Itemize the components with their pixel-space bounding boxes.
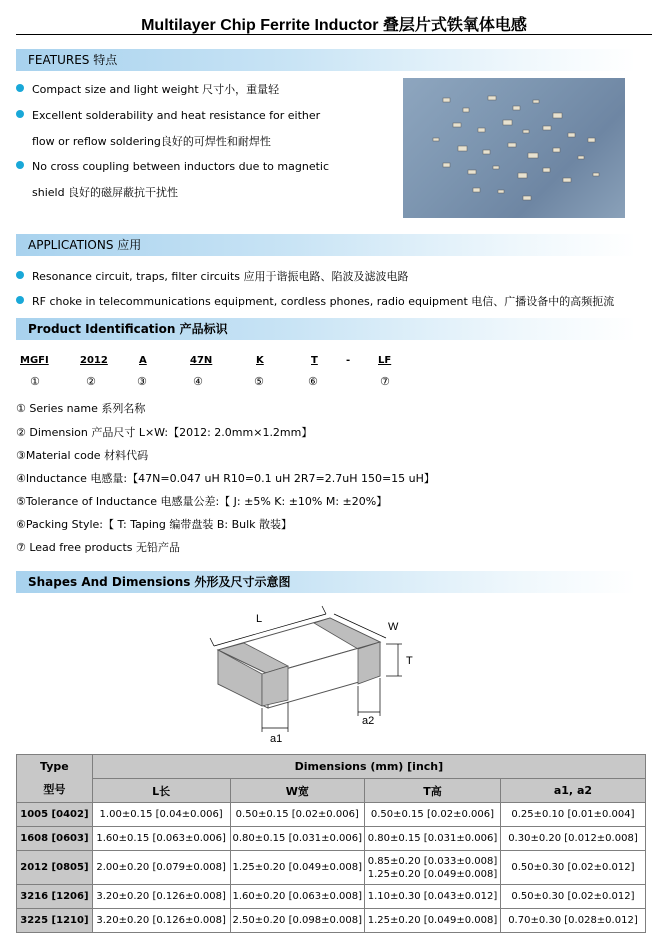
pn-code-inductance: 47N — [190, 355, 213, 366]
pn-marker: ④ — [193, 375, 203, 388]
table-row: 2012 [0805] 2.00±0.20 [0.079±0.008] 1.25±0.20 [0.049±0.008] 0.85±0.20 [0.033±0.008] 1.25±0.20 [0.049±0.008] 0.50±0.30 [0.02±0.012] — [17, 851, 646, 885]
pn-marker: ③ — [137, 375, 147, 388]
pn-code-tolerance: K — [256, 355, 264, 366]
feature-item: Excellent solderability and heat resistance for either — [16, 109, 320, 123]
chip-scatter-image — [403, 78, 625, 218]
product-photo — [403, 78, 625, 218]
bullet-icon — [16, 161, 24, 169]
pn-marker: ⑤ — [254, 375, 264, 388]
application-item: Resonance circuit, traps, filter circuits 应用于谐振电路、陷波及滤波电路 — [16, 270, 409, 284]
header-dimensions: Dimensions (mm) [inch] — [92, 755, 645, 779]
terminal-right-side — [358, 642, 380, 684]
table-row: 3225 [1210] 3.20±0.20 [0.126±0.008] 2.50±0.20 [0.098±0.008] 1.25±0.20 [0.049±0.008] 0.70±0.30 [0.028±0.012] — [17, 909, 646, 933]
pn-marker: ⑦ — [380, 375, 390, 388]
table-row: 1608 [0603] 1.60±0.15 [0.063±0.006] 0.80±0.15 [0.031±0.006] 0.80±0.15 [0.031±0.006] 0.30±0.20 [0.012±0.008] — [17, 827, 646, 851]
label-a1: a1 — [270, 733, 283, 745]
id-packing-style: ⑥Packing Style:【 T: Taping 编带盘装 B: Bulk 散装】 — [16, 518, 293, 531]
label-t: T — [406, 655, 413, 667]
header-t: T高 — [365, 779, 501, 803]
bullet-icon — [16, 271, 24, 279]
pn-code-series: MGFI — [20, 355, 49, 366]
pn-marker: ① — [30, 375, 40, 388]
page-title: Multilayer Chip Ferrite Inductor 叠层片式铁氧体电感 — [141, 17, 527, 34]
feature-item: Compact size and light weight 尺寸小，重量轻 — [16, 83, 279, 97]
feature-item-continued: shield 良好的磁屏蔽抗干扰性 — [32, 186, 179, 199]
header-a: a1, a2 — [500, 779, 645, 803]
bullet-icon — [16, 84, 24, 92]
pn-marker: ② — [86, 375, 96, 388]
id-series-name: ① Series name 系列名称 — [16, 402, 146, 415]
features-heading: FEATURES 特点 — [16, 49, 636, 71]
label-a2: a2 — [362, 715, 375, 727]
chip-dimension-diagram — [190, 600, 430, 745]
label-l: L — [256, 613, 263, 625]
feature-item-continued: flow or reflow soldering良好的可焊性和耐焊性 — [32, 135, 271, 148]
application-item: RF choke in telecommunications equipment, cordless phones, radio equipment 电信、广播设备中的高频扼流 — [16, 295, 614, 309]
title-divider — [16, 34, 652, 35]
pn-marker: ⑥ — [308, 375, 318, 388]
applications-heading: APPLICATIONS 应用 — [16, 234, 636, 256]
pn-code-lead-free: LF — [378, 355, 392, 366]
id-dimension: ② Dimension 产品尺寸 L×W:【2012: 2.0mm×1.2mm】 — [16, 426, 313, 439]
table-row: 3216 [1206] 3.20±0.20 [0.126±0.008] 1.60±0.20 [0.063±0.008] 1.10±0.30 [0.043±0.012] 0.50±0.30 [0.02±0.012] — [17, 885, 646, 909]
id-material-code: ③Material code 材料代码 — [16, 449, 149, 462]
product-identification-heading: Product Identification 产品标识 — [16, 318, 636, 340]
pn-code-packing: T — [311, 355, 318, 366]
pn-code-dimension: 2012 — [80, 355, 108, 366]
shapes-dimensions-heading: Shapes And Dimensions 外形及尺寸示意图 — [16, 571, 636, 593]
bullet-icon — [16, 296, 24, 304]
pn-code-material: A — [139, 355, 147, 366]
header-w: W宽 — [230, 779, 365, 803]
header-type: Type 型号 — [17, 755, 93, 803]
feature-item: No cross coupling between inductors due to magnetic — [16, 160, 329, 174]
label-w: W — [388, 621, 399, 633]
id-lead-free: ⑦ Lead free products 无铅产品 — [16, 541, 181, 554]
table-row: 1005 [0402] 1.00±0.15 [0.04±0.006] 0.50±0.15 [0.02±0.006] 0.50±0.15 [0.02±0.006] 0.25±0.10 [0.01±0.004] — [17, 803, 646, 827]
id-tolerance: ⑤Tolerance of Inductance 电感量公差:【 J: ±5% K: ±10% M: ±20%】 — [16, 495, 388, 508]
dimensions-table — [16, 754, 646, 933]
pn-code-dash: - — [346, 355, 351, 366]
bullet-icon — [16, 110, 24, 118]
id-inductance: ④Inductance 电感量:【47N=0.047 uH R10=0.1 uH 2R7=2.7uH 150=15 uH】 — [16, 472, 435, 485]
header-l: L长 — [92, 779, 230, 803]
